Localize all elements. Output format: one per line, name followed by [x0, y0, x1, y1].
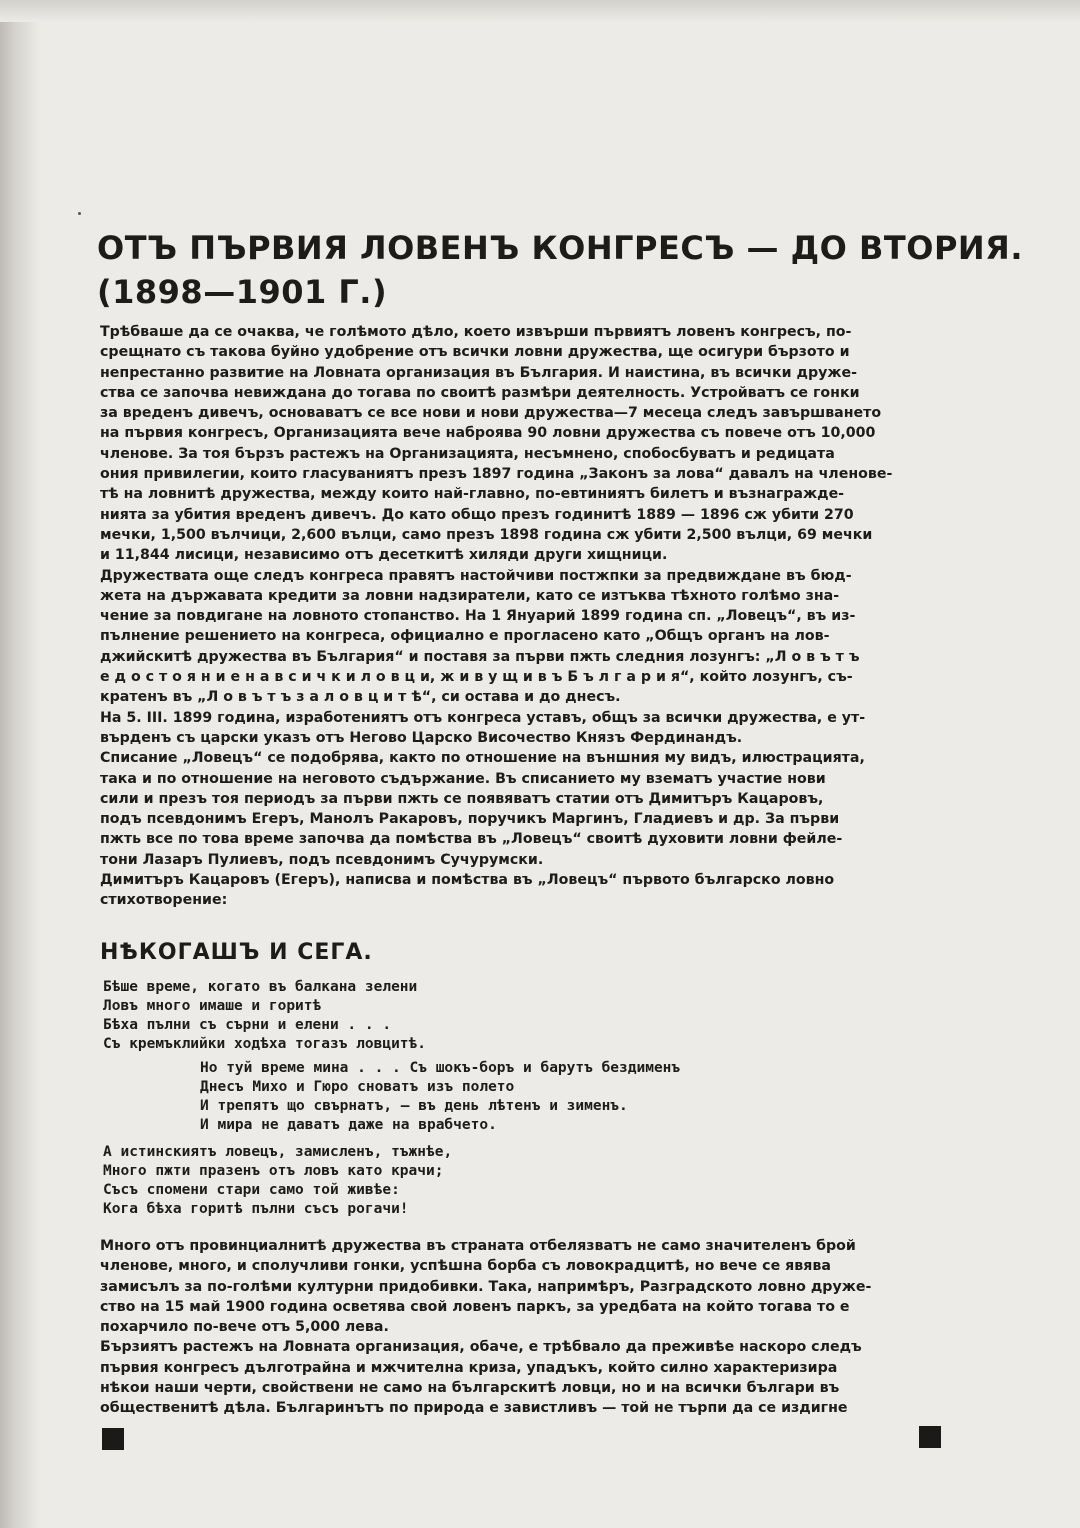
text-line: пжть все по това време започва да помѣства въ „Ловецъ“ своитѣ духовити ловни фейле-: [100, 831, 843, 848]
text-line: похарчило по-вече отъ 5,000 лева.: [100, 1319, 389, 1336]
text-line: ства се започва невиждана до тогава по своитѣ размѣри деятелность. Устройватъ се гонки: [100, 384, 860, 401]
text-line: така и по отношение на неговото съдържание. Въ списанието му взематъ участие нови: [100, 770, 826, 787]
text-line: На 5. III. 1899 година, изработениятъ отъ конгреса уставъ, общъ за всички дружества, е ут-: [100, 709, 866, 726]
text-line: Димитъръ Кацаровъ (Егеръ), написва и помѣства въ „Ловецъ“ първото българско ловно: [100, 872, 835, 889]
text-line: Много отъ провинциалнитѣ дружества въ страната отбелязватъ не само значителенъ брой: [100, 1238, 856, 1254]
poem-line: Днесъ Михо и Гюро сноватъ изъ полето: [200, 1079, 515, 1095]
poem-stanza-3: [103, 1143, 452, 1219]
text-line: стихотворение:: [100, 892, 228, 909]
text-line: първия конгресъ дълготрайна и мжчителна криза, упадъкъ, който силно характеризира: [100, 1359, 838, 1376]
paragraph-1: [100, 322, 960, 911]
text-line: за вреденъ дивечъ, основаватъ се все нови и нови дружества—7 месеца следъ завършването: [100, 405, 882, 422]
text-line: нѣкои наши черти, свойствени не само на българскитѣ ловци, но и на всички българи въ: [100, 1380, 840, 1397]
text-line: подъ псевдонимъ Егеръ, Манолъ Ракаровъ, поручикъ Маргинъ, Гладиевъ и др. За първи: [100, 811, 840, 828]
text-line: замисълъ за по-голѣми културни придобивки. Така, напримѣръ, Разградското ловно друже-: [100, 1278, 872, 1295]
poem-stanza-1: [103, 978, 426, 1054]
text-line: е д о с т о я н и е н а в с и ч к и л о в ц и, ж и в у щ и в ъ Б ъ л г а р и я“, който лозунгъ, съ-: [100, 669, 853, 686]
poem-line: Кога бѣха горитѣ пълни съсъ рогачи!: [103, 1201, 409, 1217]
text-line: Списание „Ловецъ“ се подобрява, както по отношение на външния му видъ, илюстрацията,: [100, 750, 865, 767]
poem-line: Съсъ спомени стари само той живѣе:: [103, 1182, 400, 1198]
text-line: Дружествата още следъ конгреса правятъ настойчиви постжпки за предвиждане въ бюд-: [100, 567, 852, 584]
text-line: върденъ съ царски указъ отъ Негово Царско Височество Князъ Фердинандъ.: [100, 729, 743, 746]
text-line: чение за повдигане на ловното стопанство. На 1 Януарий 1899 година сп. „Ловецъ“, въ из-: [100, 608, 856, 625]
speck: [78, 212, 81, 215]
corner-mark-left: [102, 1428, 124, 1450]
text-line: членове, много, и сполучливи гонки, успѣшна борба съ ловокрадцитѣ, но вече се явява: [100, 1258, 831, 1275]
poem-line: Ловъ много имаше и горитѣ: [103, 998, 322, 1014]
text-line: джийскитѣ дружества въ България“ и поставя за първи пжть следния лозунгъ: „Л о в ъ т ъ: [100, 648, 860, 665]
text-line: непрестанно развитие на Ловната организация въ България. И наистина, въ всички друже-: [100, 364, 858, 381]
corner-mark-right: [919, 1426, 941, 1448]
text-line: на първия конгресъ, Организацията вече наброява 90 ловни дружества съ повече отъ 10,000: [100, 425, 876, 442]
text-line: срещнато съ такова буйно удобрение отъ всички ловни дружества, ще осигури бързото и: [100, 344, 850, 361]
text-line: мечки, 1,500 вълчици, 2,600 вълци, само презъ 1898 година сж убити 2,500 вълци, 69 мечки: [100, 526, 873, 543]
title-line-2: (1898—1901 Г.): [97, 273, 388, 311]
text-line: ство на 15 май 1900 година осветява свой ловенъ паркъ, за уредбата на който тогава то е: [100, 1298, 850, 1315]
spine-shadow: [0, 0, 40, 1528]
text-line: кратенъ въ „Л о в ъ т ъ з а л о в ц и т ѣ“, си остава и до днесъ.: [100, 689, 621, 706]
text-line: тѣ на ловнитѣ дружества, между които най-главно, по-евтиниятъ билетъ и възнагражде-: [100, 486, 845, 503]
text-line: тони Лазаръ Пулиевъ, подъ псевдонимъ Сучурумски.: [100, 851, 544, 868]
poem-line: Бѣха пълни съ сърни и елени . . .: [103, 1017, 392, 1033]
poem-line: Бѣше време, когато въ балкана зелени: [103, 979, 418, 995]
paragraph-6: [100, 1236, 960, 1419]
text-line: и 11,844 лисици, независимо отъ десеткитѣ хиляди други хищници.: [100, 547, 668, 564]
text-line: сили и презъ тоя периодъ за първи пжть се появяватъ статии отъ Димитъръ Кацаровъ,: [100, 790, 824, 807]
text-line: Трѣбваше да се очаква, че голѣмото дѣло, което извърши първиятъ ловенъ конгресъ, по-: [100, 324, 852, 340]
article-title: [97, 226, 1023, 314]
text-line: общественитѣ дѣла. Българинътъ по природа е завистливъ — той не търпи да се издигне: [100, 1400, 848, 1417]
poem-line: Съ кремъклийки ходѣха тогазъ ловцитѣ.: [103, 1036, 427, 1052]
text-line: ония привилегии, които гласуваниятъ презъ 1897 година „Законъ за лова“ давалъ на членове-: [100, 466, 893, 483]
poem-line: И трепятъ що свърнатъ, — въ день лѣтенъ и зименъ.: [200, 1098, 628, 1114]
poem-line: А истинскиятъ ловецъ, замисленъ, тъжнѣе,: [103, 1144, 453, 1160]
poem-line: Но туй време мина . . . Съ шокъ-боръ и барутъ бездименъ: [200, 1060, 681, 1076]
text-line: жета на държавата кредити за ловни надзиратели, като се изтъква тѣхното голѣмо зна-: [100, 587, 840, 604]
top-edge: [0, 0, 1080, 22]
poem-line: Много пжти празенъ отъ ловъ като крачи;: [103, 1163, 444, 1179]
poem-stanza-2: [200, 1059, 680, 1135]
text-line: пълнение решението на конгреса, официално е прогласено като „Общъ органъ на лов-: [100, 628, 830, 645]
text-line: членове. За тоя бързъ растежъ на Организацията, несъмнено, спобосбуватъ и редицата: [100, 445, 835, 462]
poem-line: И мира не даватъ даже на врабчето.: [200, 1117, 497, 1133]
text-line: Бързиятъ растежъ на Ловната организация, обаче, е трѣбвало да преживѣе наскоро следъ: [100, 1339, 862, 1356]
text-line: нията за убития вреденъ дивечъ. До като общо презъ годинитѣ 1889 — 1896 сж убити 270: [100, 506, 854, 523]
poem-title: НѢКОГАШЪ И СЕГА.: [100, 940, 373, 965]
title-line-1: ОТЪ ПЪРВИЯ ЛОВЕНЪ КОНГРЕСЪ — ДО ВТОРИЯ.: [97, 229, 1023, 267]
